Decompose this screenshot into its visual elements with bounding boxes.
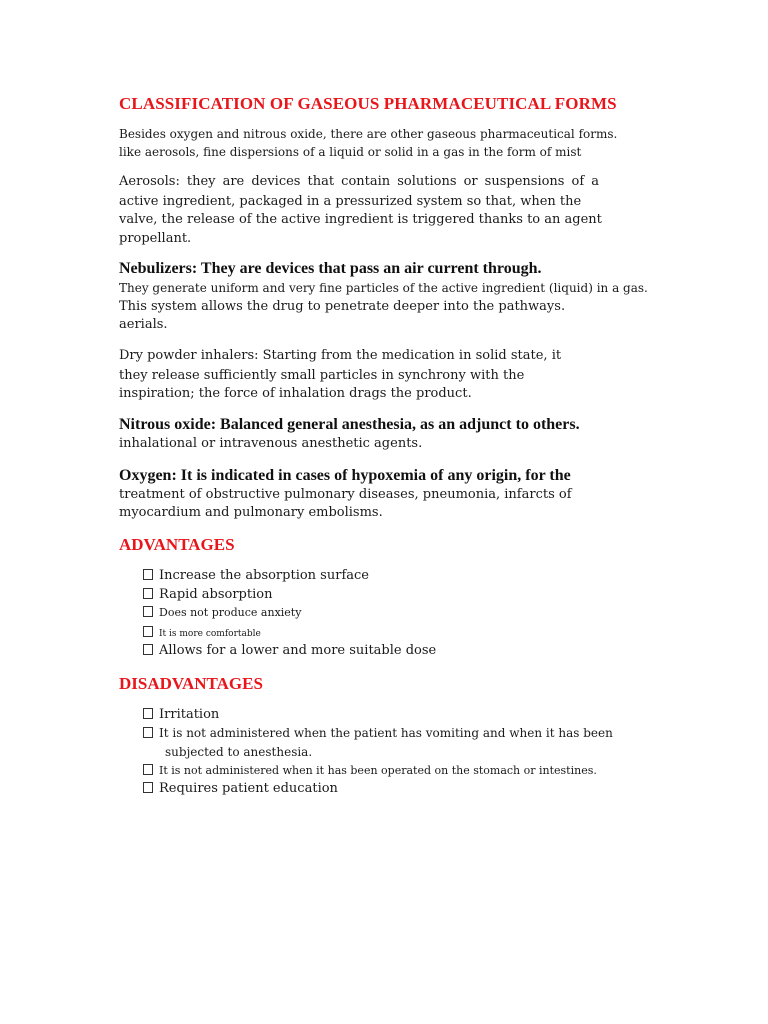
checkbox-square-icon bbox=[143, 606, 153, 617]
checkbox-square-icon bbox=[143, 626, 153, 637]
aerosols-line-3: valve, the release of the active ingredient is triggered thanks to an agent bbox=[119, 212, 602, 227]
disadvantage-item: It is not administered when it has been operated on the stomach or intestines. bbox=[143, 764, 597, 777]
disadvantages-heading: DISADVANTAGES bbox=[119, 674, 263, 693]
nitrous-oxide-heading: Nitrous oxide: Balanced general anesthesia, as an adjunct to others. bbox=[119, 416, 580, 433]
intro-line-2: like aerosols, fine dispersions of a liquid or solid in a gas in the form of mist bbox=[119, 145, 582, 159]
oxygen-line-2: myocardium and pulmonary embolisms. bbox=[119, 505, 383, 520]
checkbox-square-icon bbox=[143, 569, 153, 580]
advantage-item: Allows for a lower and more suitable dose bbox=[143, 643, 436, 658]
checkbox-square-icon bbox=[143, 782, 153, 793]
aerosols-line-1: Aerosols: they are devices that contain solutions or suspensions of a bbox=[119, 174, 599, 189]
advantage-item: Increase the absorption surface bbox=[143, 568, 369, 583]
advantages-heading: ADVANTAGES bbox=[119, 535, 235, 554]
disadvantage-item-continuation: subjected to anesthesia. bbox=[165, 745, 313, 759]
checkbox-square-icon bbox=[143, 644, 153, 655]
checkbox-square-icon bbox=[143, 727, 153, 738]
nebulizers-heading: Nebulizers: They are devices that pass an air current through. bbox=[119, 260, 542, 277]
disadvantage-item: It is not administered when the patient has vomiting and when it has been bbox=[143, 726, 613, 740]
nebulizers-line-1: They generate uniform and very fine particles of the active ingredient (liquid) in a gas. bbox=[119, 281, 648, 295]
nitrous-oxide-line-1: inhalational or intravenous anesthetic agents. bbox=[119, 436, 423, 451]
nebulizers-line-2: This system allows the drug to penetrate deeper into the pathways. bbox=[119, 299, 566, 314]
oxygen-line-1: treatment of obstructive pulmonary diseases, pneumonia, infarcts of bbox=[119, 487, 572, 502]
disadvantage-item: Requires patient education bbox=[143, 781, 338, 796]
checkbox-square-icon bbox=[143, 764, 153, 775]
oxygen-heading: Oxygen: It is indicated in cases of hypoxemia of any origin, for the bbox=[119, 467, 571, 484]
checkbox-square-icon bbox=[143, 708, 153, 719]
aerosols-line-4: propellant. bbox=[119, 231, 192, 246]
checkbox-square-icon bbox=[143, 588, 153, 599]
dry-powder-line-3: inspiration; the force of inhalation drags the product. bbox=[119, 386, 472, 401]
aerosols-line-2: active ingredient, packaged in a pressurized system so that, when the bbox=[119, 194, 582, 209]
advantage-item: Does not produce anxiety bbox=[143, 606, 301, 619]
advantage-item: It is more comfortable bbox=[143, 626, 261, 639]
advantage-item: Rapid absorption bbox=[143, 587, 272, 602]
dry-powder-line-2: they release sufficiently small particles in synchrony with the bbox=[119, 368, 525, 383]
nebulizers-line-3: aerials. bbox=[119, 317, 168, 332]
disadvantage-item: Irritation bbox=[143, 707, 219, 722]
document-title: CLASSIFICATION OF GASEOUS PHARMACEUTICAL FORMS bbox=[119, 94, 617, 113]
intro-line-1: Besides oxygen and nitrous oxide, there are other gaseous pharmaceutical forms. bbox=[119, 127, 618, 141]
dry-powder-line-1: Dry powder inhalers: Starting from the medication in solid state, it bbox=[119, 348, 562, 363]
